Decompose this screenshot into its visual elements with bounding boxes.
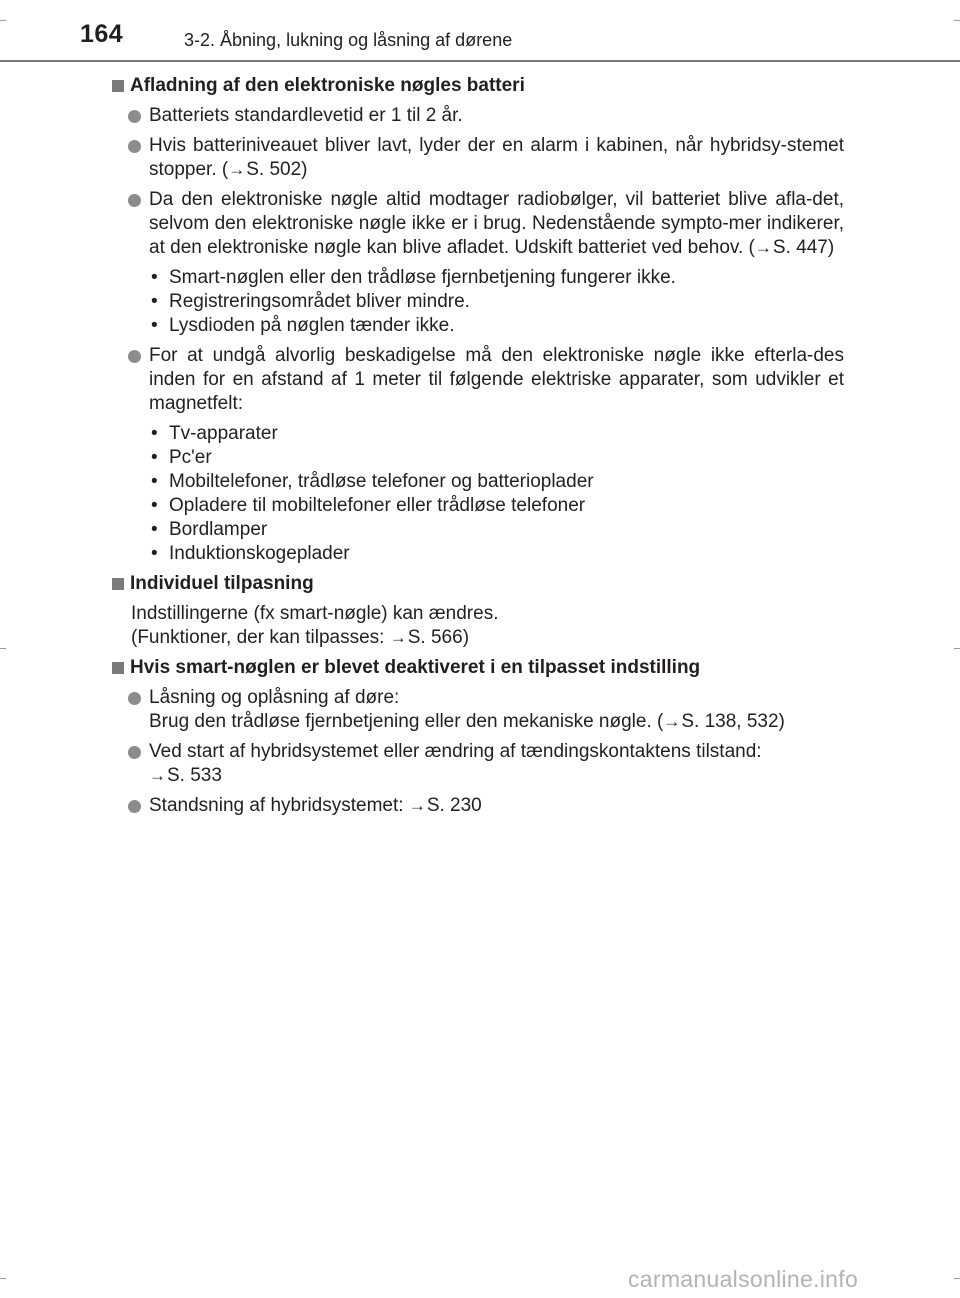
appliance-list bbox=[112, 422, 844, 566]
arrow-right-icon: → bbox=[408, 796, 426, 815]
sub-list-item: • Induktionskogeplader bbox=[148, 542, 844, 566]
section-heading: Hvis smart-nøglen er blevet deaktiveret i en tilpasset indstilling bbox=[112, 656, 844, 680]
arrow-right-icon: → bbox=[389, 628, 407, 647]
arrow-right-icon: → bbox=[149, 766, 166, 785]
page-reference[interactable]: S. 230 bbox=[426, 795, 482, 816]
list-item: Låsning og oplåsning af døre: Brug den trådløse fjernbetjening eller den mekaniske nøgle. (→S. 138, 532) bbox=[112, 686, 844, 734]
paragraph: Indstillingerne (fx smart-nøgle) kan ændres. (Funktioner, der kan tilpasses: →S. 566) bbox=[131, 603, 499, 648]
page-reference[interactable]: S. 533 bbox=[167, 765, 222, 786]
square-bullet-icon bbox=[112, 662, 124, 674]
round-bullet-icon bbox=[128, 110, 141, 123]
list-item: Da den elektroniske nøgle altid modtager radiobølger, vil batteriet blive afla-det, selvom den elektroniske nøgle ikke er i brug. Nedenstående sympto-mer indikerer, at den elektroniske nøgle kan blive afladet. Udskift batteriet ved behov. (→S. 447) bbox=[112, 188, 844, 260]
square-bullet-icon bbox=[112, 80, 124, 92]
sub-list-item: • Bordlamper bbox=[148, 518, 844, 542]
crop-mark-mid-right bbox=[954, 648, 960, 649]
page-header bbox=[0, 0, 960, 62]
arrow-right-icon: → bbox=[663, 712, 681, 731]
sub-list-item: • Lysdioden på nøglen tænder ikke. bbox=[148, 314, 844, 338]
round-bullet-icon bbox=[128, 800, 141, 813]
list-item: For at undgå alvorlig beskadigelse må den elektroniske nøgle ikke efterla-des inden for en afstand af 1 meter til følgende elektriske apparater, som udvikler et magnetfelt: bbox=[112, 344, 844, 416]
list-item: Standsning af hybridsystemet: →S. 230 bbox=[112, 794, 844, 818]
sub-list-item: • Opladere til mobiltelefoner eller trådløse telefoner bbox=[148, 494, 844, 518]
round-bullet-icon bbox=[128, 194, 141, 207]
section-heading: Afladning af den elektroniske nøgles batteri bbox=[112, 74, 844, 98]
watermark: carmanualsonline.info bbox=[628, 1266, 859, 1292]
list-item: Batteriets standardlevetid er 1 til 2 år. bbox=[112, 104, 844, 128]
sub-list-item: • Registreringsområdet bliver mindre. bbox=[148, 290, 844, 314]
round-bullet-icon bbox=[128, 746, 141, 759]
arrow-right-icon: → bbox=[754, 238, 772, 257]
round-bullet-icon bbox=[128, 350, 141, 363]
page-reference[interactable]: S. 566 bbox=[407, 627, 463, 648]
crop-mark-bottom-right bbox=[954, 1278, 960, 1279]
page-number: 164 bbox=[80, 20, 124, 48]
sub-list-item: • Tv-apparater bbox=[148, 422, 844, 446]
crop-mark-top-right bbox=[954, 20, 960, 21]
round-bullet-icon bbox=[128, 692, 141, 705]
square-bullet-icon bbox=[112, 578, 124, 590]
sub-list-item: • Smart-nøglen eller den trådløse fjernbetjening fungerer ikke. bbox=[148, 266, 844, 290]
list-item: Ved start af hybridsystemet eller ændring af tændingskontaktens tilstand: →S. 533 bbox=[112, 740, 844, 788]
page-reference[interactable]: S. 447 bbox=[772, 237, 828, 258]
sub-list-item: • Pc'er bbox=[148, 446, 844, 470]
crop-mark-bottom-left bbox=[0, 1278, 6, 1279]
sub-list-item: • Mobiltelefoner, trådløse telefoner og batterioplader bbox=[148, 470, 844, 494]
list-item: Hvis batteriniveauet bliver lavt, lyder der en alarm i kabinen, når hybridsy-stemet stopper. (→S. 502) bbox=[112, 134, 844, 182]
crop-mark-top-left bbox=[0, 20, 6, 21]
header-rule bbox=[0, 60, 960, 62]
round-bullet-icon bbox=[128, 140, 141, 153]
page-reference[interactable]: S. 502 bbox=[246, 159, 302, 180]
page-content bbox=[112, 70, 844, 824]
crop-mark-mid-left bbox=[0, 648, 6, 649]
section-heading: Individuel tilpasning bbox=[112, 572, 844, 596]
symptom-list bbox=[112, 266, 844, 338]
page-reference[interactable]: S. 138, 532 bbox=[681, 711, 779, 732]
chapter-title: 3-2. Åbning, lukning og låsning af dørene bbox=[184, 30, 513, 50]
arrow-right-icon: → bbox=[228, 160, 246, 179]
